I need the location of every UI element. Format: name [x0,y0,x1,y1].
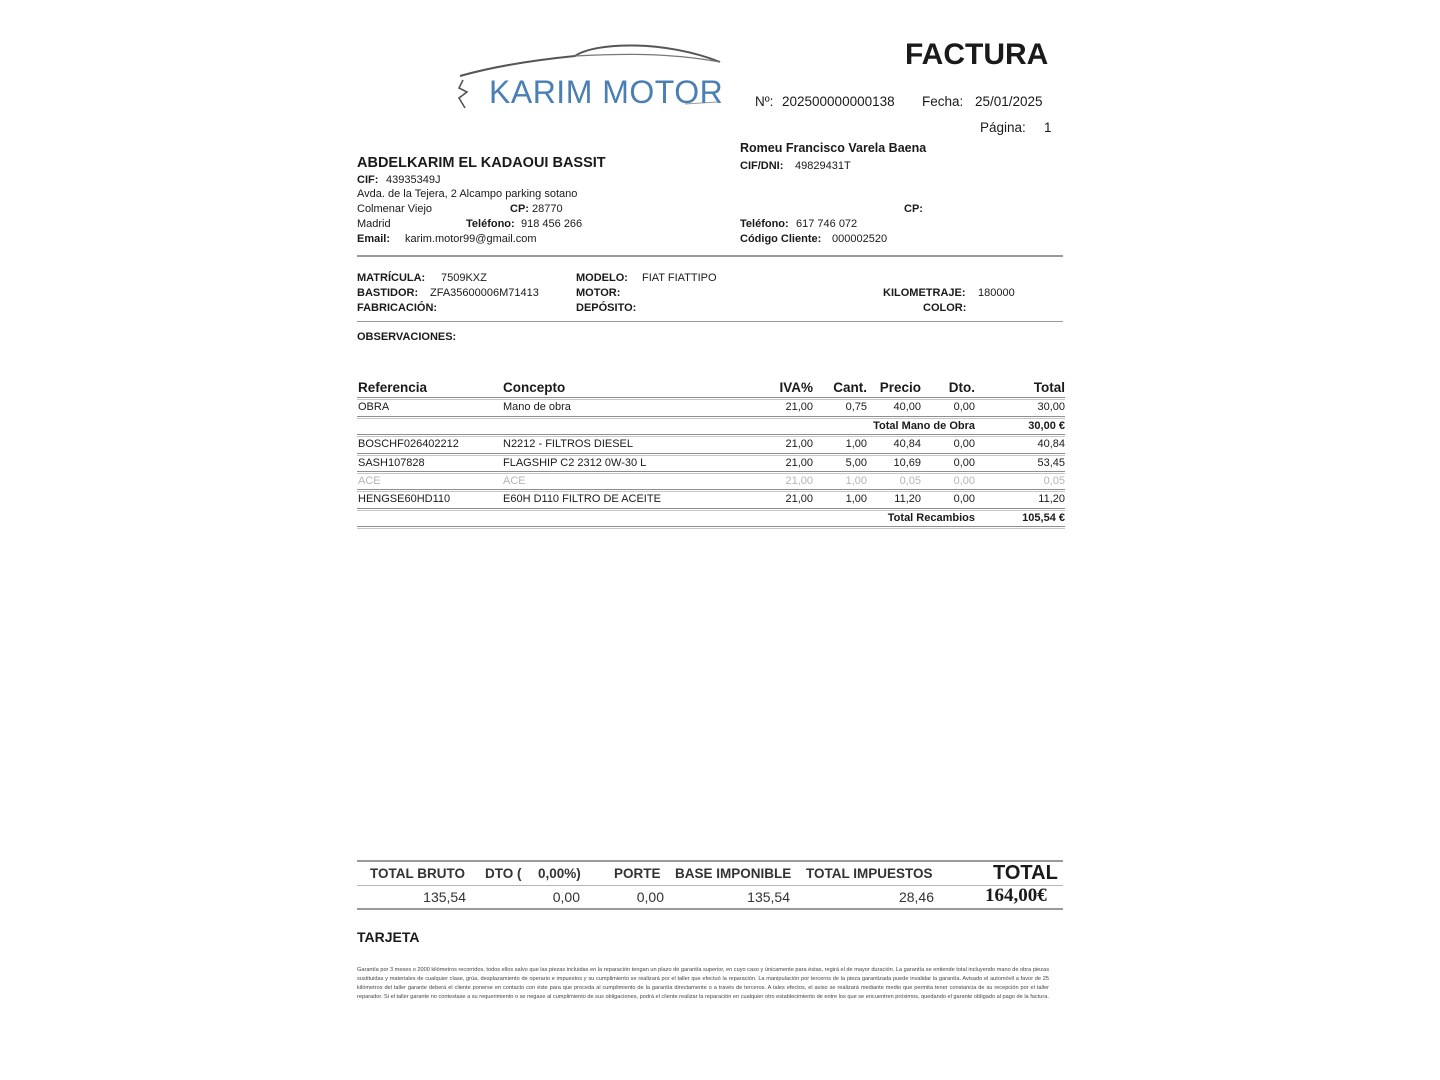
cell-dto: 0,00 [953,457,975,469]
cell-ref: HENGSE60HD110 [358,493,451,505]
cell-dto: 0,00 [953,401,975,413]
issuer-cif: 43935349J [386,174,441,186]
cell-iva: 21,00 [785,401,813,413]
porte-label: PORTE [614,866,661,881]
fabricacion-label: FABRICACIÓN: [357,302,438,314]
divider [357,908,1063,910]
parts-total-value: 105,54 € [1022,512,1065,524]
dto-label: DTO ( [485,866,522,881]
matricula-label: MATRÍCULA: [357,272,426,284]
cell-concepto: E60H D110 FILTRO DE ACEITE [503,493,661,505]
bastidor-label: BASTIDOR: [357,287,419,299]
cell-ref: ACE [358,475,381,487]
invoice-number-label: Nº: [755,94,774,109]
total-bruto-label: TOTAL BRUTO [370,866,466,881]
parts-total-label: Total Recambios [887,512,975,524]
issuer-cif-label: CIF: [357,174,379,186]
cell-cant: 1,00 [845,493,867,505]
base-imponible-value: 135,54 [747,889,790,905]
cell-concepto: ACE [503,475,526,487]
invoice-date-label: Fecha: [922,94,964,109]
cell-total: 11,20 [1038,493,1065,505]
divider [357,255,1063,257]
modelo-label: MODELO: [576,272,628,284]
cell-cant: 5,00 [845,457,867,469]
cell-precio: 40,00 [893,401,921,413]
color-label: COLOR: [923,302,967,314]
motor-label: MOTOR: [576,287,621,299]
cell-precio: 11,20 [894,493,921,505]
client-cp-label: CP: [904,203,923,215]
cell-precio: 0,05 [899,475,921,487]
cell-ref: OBRA [358,401,390,413]
page-label: Página: [980,120,1026,135]
total-impuestos-value: 28,46 [898,889,934,905]
issuer-phone: 918 456 266 [521,218,583,230]
cell-iva: 21,00 [785,438,813,450]
invoice-title: FACTURA [905,38,1049,71]
logo-text: KARIM MOTOR [489,74,724,110]
cell-precio: 40,84 [893,438,921,450]
dto-percent: 0,00%) [538,866,581,881]
col-concepto: Concepto [503,380,566,395]
cell-dto: 0,00 [953,438,975,450]
cell-cant: 1,00 [845,475,867,487]
divider [357,885,1063,886]
issuer-email: karim.motor99@gmail.com [405,233,537,245]
client-code-label: Código Cliente: [740,233,822,245]
issuer-cp-label: CP: [510,203,529,215]
col-iva: IVA% [779,380,813,395]
labor-total-value: 30,00 € [1028,420,1065,432]
base-imponible-label: BASE IMPONIBLE [675,866,792,881]
labor-total-label: Total Mano de Obra [873,420,975,432]
dto-value: 0,00 [552,889,580,905]
legal-warranty-text: Garantía por 3 meses o 2000 kilómetros recorridos, todos ellos salvo que las piezas incluidas en la reparación tengan un plazo de garantía superior, en cuyo caso y únicamente para éstas, regirá el de mayor duración. La garantía se entiende total incluyendo mano de obra piezas sustituidas y materiales de cualquier clase, grúa, desplazamiento de operario e impuestos y su cumplimiento se realizará por el taller que efectuó la reparación. La manipulación por terceros de la pieza garantizada puede invalidar la garantía. Avisado el automóvil a favor de 25 kilómetros del taller garante deberá el cliente ponerse en contacto con éste para que proceda al cumplimiento de la garantía directamente o a través de terceros. A tales efectos, el aviso se realizará mediante medio que permita tener constancia de su recepción por el taller reparador. Si el taller garante no contestase a su requerimiento o se negase al cumplimiento de sus obligaciones, podrá el cliente realizar la reparación en cualquier otro establecimiento de entre los que se encuentren próximos, quedando el garante obligado al pago de la factura. [357,967,1049,1000]
payment-method: TARJETA [357,929,420,945]
observaciones-label: OBSERVACIONES: [357,331,457,343]
cell-concepto: Mano de obra [503,401,571,413]
deposito-label: DEPÓSITO: [576,302,637,314]
table-row [357,399,1065,417]
modelo-value: FIAT FIATTIPO [642,272,717,284]
table-row [357,436,1065,454]
col-referencia: Referencia [358,380,428,395]
client-code: 000002520 [832,233,888,245]
cell-dto: 0,00 [953,475,975,487]
issuer-name: ABDELKARIM EL KADAOUI BASSIT [357,155,606,171]
grand-total-label: TOTAL [993,862,1058,884]
client-phone: 617 746 072 [796,218,858,230]
porte-value: 0,00 [636,889,664,905]
bastidor-value: ZFA35600006M71413 [430,287,539,299]
cell-iva: 21,00 [785,475,813,487]
grand-total-value: 164,00€ [985,885,1047,906]
divider [357,860,1063,862]
client-phone-label: Teléfono: [740,218,789,230]
client-cif: 49829431T [795,160,851,172]
cell-ref: SASH107828 [358,457,425,469]
cell-ref: BOSCHF026402212 [358,438,459,450]
total-bruto-value: 135,54 [423,889,466,905]
invoice-date: 25/01/2025 [975,94,1043,109]
matricula-value: 7509KXZ [441,272,487,284]
cell-cant: 1,00 [845,438,867,450]
table-row [357,491,1065,509]
divider [357,321,1063,322]
cell-precio: 10,69 [893,457,921,469]
issuer-address: Avda. de la Tejera, 2 Alcampo parking sotano [357,188,578,200]
page-number: 1 [1044,120,1052,135]
client-cif-label: CIF/DNI: [740,160,784,172]
issuer-city: Colmenar Viejo [357,203,433,215]
cell-iva: 21,00 [785,493,813,505]
invoice-number: 202500000000138 [782,94,895,109]
cell-total: 0,05 [1043,475,1065,487]
company-logo [455,38,735,118]
total-impuestos-label: TOTAL IMPUESTOS [806,866,933,881]
cell-concepto: N2212 - FILTROS DIESEL [503,438,634,450]
km-label: KILOMETRAJE: [883,287,966,299]
col-dto: Dto. [948,380,975,395]
km-value: 180000 [978,287,1015,299]
cell-total: 30,00 [1037,401,1065,413]
cell-iva: 21,00 [785,457,813,469]
client-name: Romeu Francisco Varela Baena [740,141,927,155]
cell-cant: 0,75 [845,401,867,413]
col-precio: Precio [879,380,921,395]
issuer-province: Madrid [357,218,391,230]
cell-dto: 0,00 [953,493,975,505]
cell-total: 40,84 [1037,438,1065,450]
cell-total: 53,45 [1037,457,1065,469]
row-divider [357,526,1065,529]
issuer-cp: 28770 [532,203,563,215]
issuer-email-label: Email: [357,233,391,245]
cell-concepto: FLAGSHIP C2 2312 0W-30 L [503,457,647,469]
table-header [357,378,1065,398]
issuer-phone-label: Teléfono: [466,218,515,230]
col-cant: Cant. [833,380,867,395]
col-total: Total [1033,380,1065,395]
